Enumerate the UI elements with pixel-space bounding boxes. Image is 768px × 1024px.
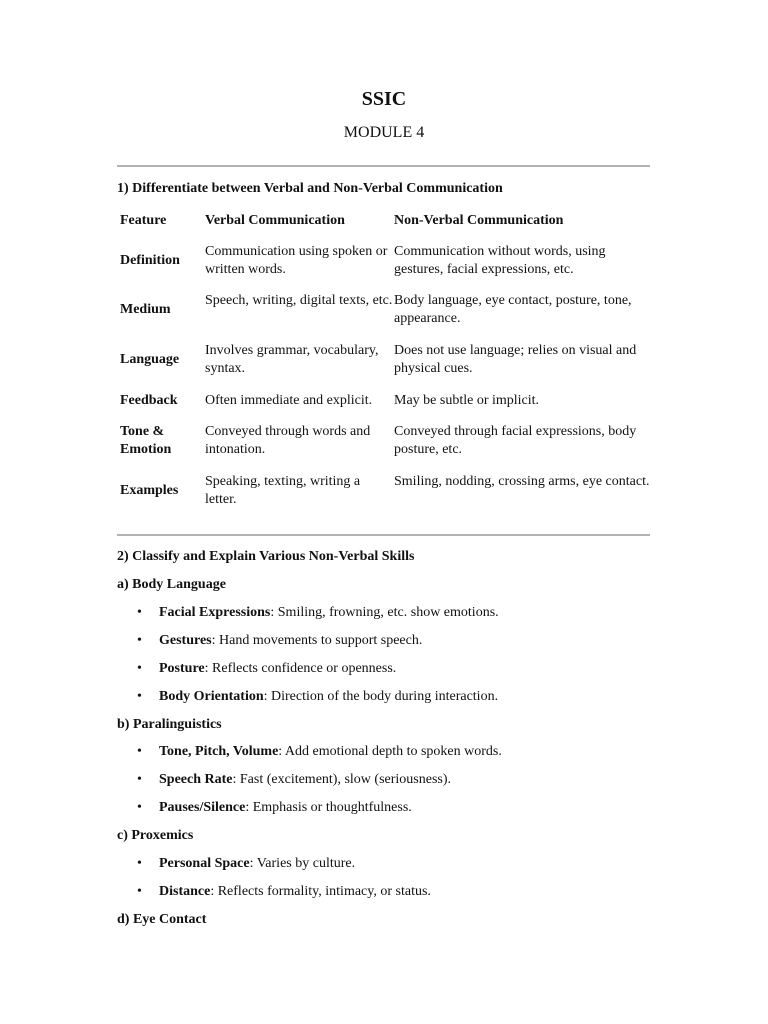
- row-feature: Examples: [120, 483, 179, 498]
- document-title: SSIC: [361, 88, 407, 110]
- list-item: [137, 744, 502, 760]
- row-nonverbal: May be subtle or implicit.: [394, 393, 540, 408]
- bullet: •: [137, 800, 142, 815]
- row-nonverbal: Body language, eye contact, posture, tone, appearance.: [394, 293, 632, 326]
- question-1-heading: 1) Differentiate between Verbal and Non-Verbal Communication: [117, 181, 503, 196]
- list-item-desc: : Reflects confidence or openness.: [204, 661, 397, 676]
- list-item-term: Posture: [159, 661, 205, 676]
- bullet: •: [137, 633, 142, 648]
- list-item: [137, 689, 498, 705]
- list-item-desc: : Smiling, frowning, etc. show emotions.: [270, 605, 499, 620]
- row-nonverbal: Conveyed through facial expressions, body posture, etc.: [394, 424, 637, 457]
- list-item-term: Speech Rate: [159, 772, 233, 787]
- header-feature: Feature: [120, 213, 167, 228]
- bullet: •: [137, 856, 142, 871]
- bullet: •: [137, 689, 142, 704]
- list-item-term: Personal Space: [159, 856, 250, 871]
- row-verbal: Conveyed through words and intonation.: [205, 424, 371, 457]
- bullet: •: [137, 605, 142, 620]
- section-heading: d) Eye Contact: [117, 912, 207, 927]
- section-heading: b) Paralinguistics: [117, 717, 222, 732]
- section-heading: c) Proxemics: [117, 828, 194, 843]
- list-item-desc: : Varies by culture.: [249, 856, 356, 871]
- module-label: MODULE 4: [343, 124, 425, 141]
- bullet: •: [137, 661, 142, 676]
- row-feature: Definition: [120, 253, 180, 268]
- bullet: •: [137, 744, 142, 759]
- divider: [117, 534, 650, 536]
- list-item-term: Facial Expressions: [159, 605, 271, 620]
- list-item-desc: : Reflects formality, intimacy, or status.: [210, 884, 431, 899]
- row-feature: Feedback: [120, 393, 178, 408]
- row-verbal: Often immediate and explicit.: [205, 393, 373, 408]
- list-item: [137, 800, 412, 816]
- row-nonverbal: Communication without words, using gestures, facial expressions, etc.: [394, 244, 606, 277]
- row-feature: Medium: [120, 302, 171, 317]
- list-item-desc: : Fast (excitement), slow (seriousness).: [232, 772, 452, 787]
- list-item-term: Distance: [159, 884, 211, 899]
- row-verbal: Speech, writing, digital texts, etc.: [205, 293, 393, 308]
- list-item-term: Body Orientation: [159, 689, 264, 704]
- list-item-desc: : Add emotional depth to spoken words.: [278, 744, 502, 759]
- list-item-term: Gestures: [159, 633, 212, 648]
- list-item-desc: : Hand movements to support speech.: [211, 633, 423, 648]
- list-item-desc: : Emphasis or thoughtfulness.: [245, 800, 412, 815]
- divider: [117, 165, 650, 167]
- row-nonverbal: Does not use language; relies on visual and physical cues.: [394, 343, 637, 376]
- row-verbal: Speaking, texting, writing a letter.: [205, 474, 361, 507]
- bullet: •: [137, 884, 142, 899]
- row-verbal: Involves grammar, vocabulary, syntax.: [205, 343, 379, 376]
- list-item-term: Tone, Pitch, Volume: [159, 744, 279, 759]
- list-item: [137, 772, 451, 788]
- list-item-term: Pauses/Silence: [159, 800, 246, 815]
- bullet: •: [137, 772, 142, 787]
- list-item: [137, 633, 422, 649]
- list-item-desc: : Direction of the body during interaction.: [263, 689, 499, 704]
- question-2-heading: 2) Classify and Explain Various Non-Verbal Skills: [117, 549, 415, 564]
- header-nonverbal: Non-Verbal Communication: [394, 213, 564, 228]
- row-verbal: Communication using spoken or written words.: [205, 244, 388, 277]
- list-item: [137, 856, 355, 872]
- list-item: [137, 605, 499, 621]
- section-heading: a) Body Language: [117, 577, 226, 592]
- header-verbal: Verbal Communication: [205, 213, 345, 228]
- list-item: [137, 884, 431, 900]
- row-feature: Tone & Emotion: [120, 424, 172, 457]
- row-nonverbal: Smiling, nodding, crossing arms, eye contact.: [394, 474, 650, 489]
- row-feature: Language: [120, 352, 180, 367]
- list-item: [137, 661, 396, 677]
